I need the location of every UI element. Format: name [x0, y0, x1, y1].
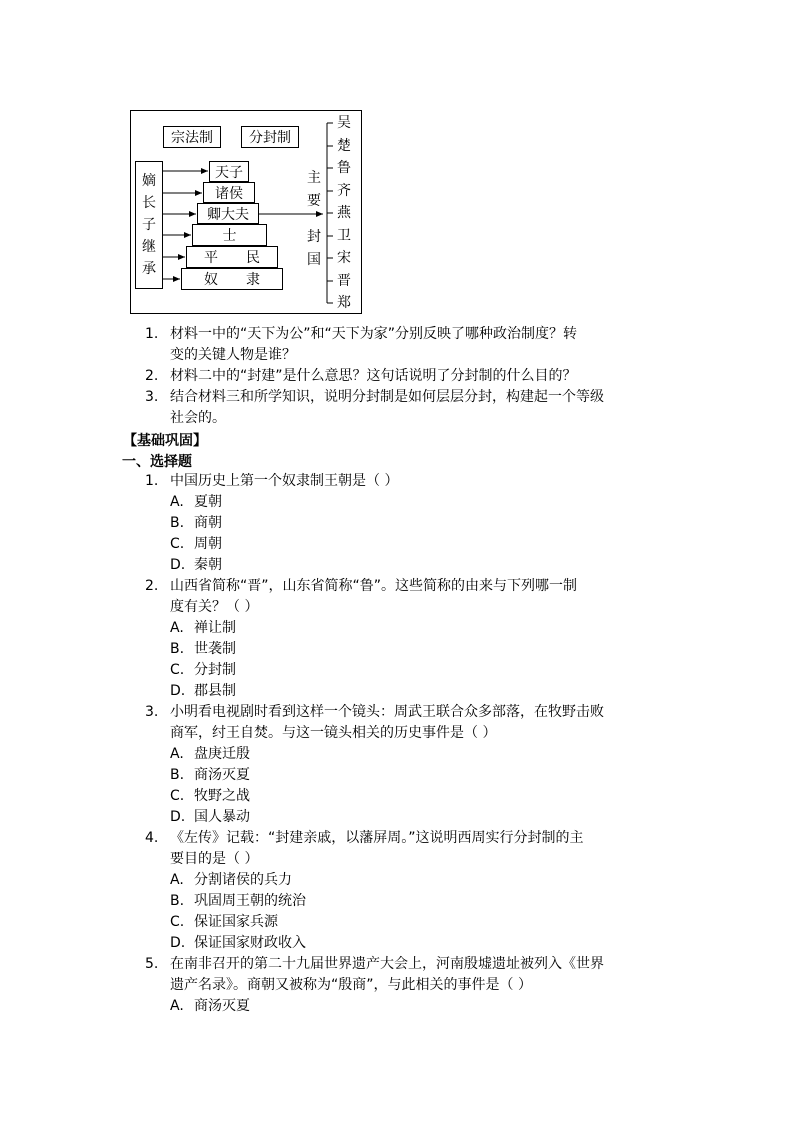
- zhuyao-fengguo-label: 主 要 封 国: [307, 170, 321, 268]
- zongfa-label: 宗法制: [163, 126, 221, 148]
- subsection-heading: 一、选择题: [122, 454, 192, 470]
- rank-tianzi: 天子: [209, 161, 249, 182]
- option-b[interactable]: B. 世袭制: [170, 641, 236, 657]
- rank-shi: 士: [192, 224, 267, 246]
- states-list: 吴 楚 鲁 齐 燕 卫 宋 晋 郑: [337, 115, 351, 311]
- option-b[interactable]: B. 商朝: [170, 515, 222, 531]
- option-c[interactable]: C. 保证国家兵源: [170, 914, 278, 930]
- rank-nuli: 奴 隶: [181, 268, 283, 290]
- rank-zhuhou: 诸侯: [203, 182, 255, 203]
- rank-pingmin: 平 民: [186, 246, 278, 268]
- rank-qingdafu: 卿大夫: [197, 203, 259, 224]
- option-b[interactable]: B. 巩固周王朝的统治: [170, 893, 306, 909]
- option-d[interactable]: D. 秦朝: [170, 557, 222, 573]
- fenfeng-label: 分封制: [241, 126, 299, 148]
- option-d[interactable]: D. 郡县制: [170, 683, 236, 699]
- option-d[interactable]: D. 国人暴动: [170, 809, 250, 825]
- zongfa-fenfeng-diagram: [130, 110, 362, 314]
- section-heading: 【基础巩固】: [123, 433, 207, 449]
- option-a[interactable]: A. 分割诸侯的兵力: [170, 872, 292, 888]
- option-a[interactable]: A. 禅让制: [170, 620, 236, 636]
- option-c[interactable]: C. 牧野之战: [170, 788, 250, 804]
- option-a[interactable]: A. 夏朝: [170, 494, 222, 510]
- option-c[interactable]: C. 分封制: [170, 662, 236, 678]
- dizhangzi-label: 嫡 长 子 继 承: [135, 161, 163, 289]
- option-a[interactable]: A. 商汤灭夏: [170, 998, 250, 1014]
- option-b[interactable]: B. 商汤灭夏: [170, 767, 250, 783]
- option-a[interactable]: A. 盘庚迁殷: [170, 746, 250, 762]
- option-d[interactable]: D. 保证国家财政收入: [170, 935, 306, 951]
- option-c[interactable]: C. 周朝: [170, 536, 222, 552]
